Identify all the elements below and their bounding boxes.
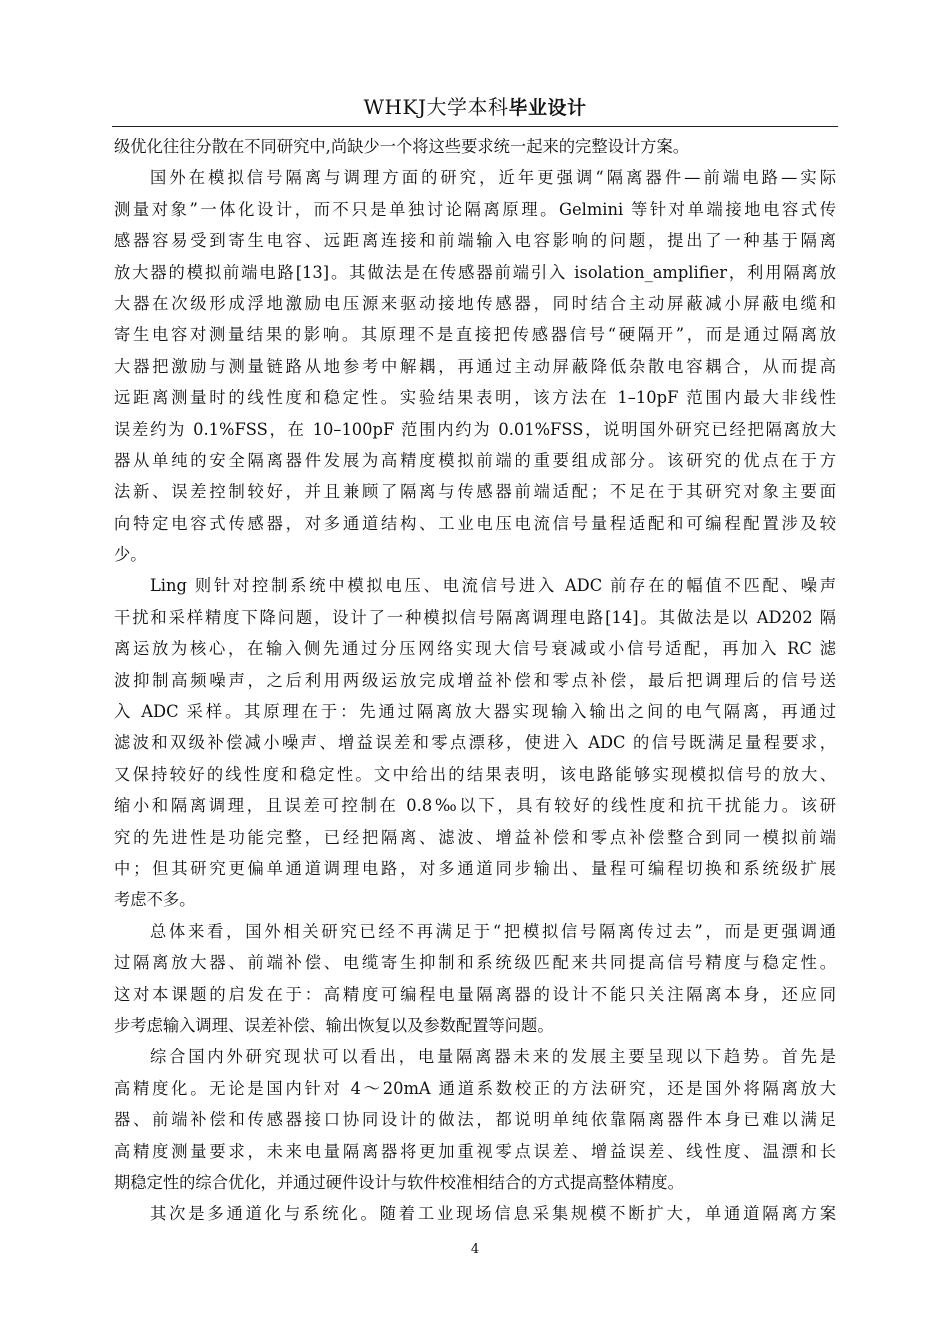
- text-line: 中；但其研究更偏单通道调理电路，对多通道同步输出、量程可编程切换和系统级扩展: [114, 858, 836, 878]
- header-divider: [112, 126, 838, 127]
- text-line: 误差约为 0.1%FSS，在 10–100pF 范围内约为 0.01%FSS，说明国外研究已经把隔离放大: [114, 419, 836, 439]
- text-line: 测量对象”一体化设计，而不只是单独讨论隔离原理。Gelmini 等针对单端接地电容式传: [114, 199, 836, 219]
- text-line: 滤波和双级补偿减小噪声、增益误差和零点漂移，使进入 ADC 的信号既满足量程要求，: [114, 733, 836, 753]
- text-line: 器、前端补偿和传感器接口协同设计的做法，都说明单纯依靠隔离器件本身已难以满足: [114, 1110, 836, 1130]
- text-line: 综合国内外研究现状可以看出，电量隔离器未来的发展主要呈现以下趋势。首先是: [150, 1047, 836, 1067]
- text-line: 波抑制高频噪声，之后利用两级运放完成增益补偿和零点补偿，最后把调理后的信号送: [114, 670, 836, 690]
- text-line: 缩小和隔离调理，且误差可控制在 0.8‰以下，具有较好的线性度和抗干扰能力。该研: [114, 796, 836, 816]
- page-header: [112, 92, 838, 126]
- text-line: 级优化往往分散在不同研究中,尚缺少一个将这些要求统一起来的完整设计方案。: [114, 137, 690, 156]
- text-line: 少。: [114, 545, 147, 565]
- text-line: 离运放为核心，在输入侧先通过分压网络实现大信号衰减或小信号适配，再加入 RC 滤: [114, 639, 836, 659]
- header-title-bold: 毕业设计: [508, 97, 587, 119]
- text-line: 期稳定性的综合优化，并通过硬件设计与软件校准相结合的方式提高整体精度。: [114, 1172, 684, 1192]
- text-line: 法新、误差控制较好，并且兼顾了隔离与传感器前端适配；不足在于其研究对象主要面: [114, 482, 836, 502]
- text-line: 干扰和采样精度下降问题，设计了一种模拟信号隔离调理电路[14]。其做法是以 AD202 隔: [114, 607, 836, 627]
- header-title-prefix: WHKJ大学本科: [363, 95, 509, 119]
- text-line: 过隔离放大器、前端补偿、电缆寄生抑制和系统级匹配来共同提高信号精度与稳定性。: [114, 953, 836, 973]
- text-line: 入 ADC 采样。其原理在于：先通过隔离放大器实现输入输出之间的电气隔离，再通过: [114, 702, 836, 722]
- page-number: 4: [470, 1242, 480, 1257]
- text-line: 究的先进性是功能完整，已经把隔离、滤波、增益补偿和零点补偿整合到同一模拟前端: [114, 827, 836, 847]
- text-line: 又保持较好的线性度和稳定性。文中给出的结果表明，该电路能够实现模拟信号的放大、: [114, 764, 836, 784]
- text-line: 国外在模拟信号隔离与调理方面的研究，近年更强调“隔离器件—前端电路—实际: [150, 168, 836, 188]
- body-text: [114, 131, 836, 1230]
- text-line: 高精度化。无论是国内针对 4～20mA 通道系数校正的方法研究，还是国外将隔离放大: [114, 1078, 836, 1098]
- text-line: 步考虑输入调理、误差补偿、输出恢复以及参数配置等问题。: [114, 1015, 554, 1035]
- text-line: 感器容易受到寄生电容、远距离连接和前端输入电容影响的问题，提出了一种基于隔离: [114, 231, 836, 251]
- text-line: 器从单纯的安全隔离器件发展为高精度模拟前端的重要组成部分。该研究的优点在于方: [114, 450, 836, 470]
- text-line: 其次是多通道化与系统化。随着工业现场信息采集规模不断扩大，单通道隔离方案: [150, 1204, 836, 1224]
- text-line: 大器在次级形成浮地激励电压源来驱动接地传感器，同时结合主动屏蔽减小屏蔽电缆和: [114, 293, 836, 313]
- text-line: 考虑不多。: [114, 890, 196, 910]
- text-line: 寄生电容对测量结果的影响。其原理不是直接把传感器信号“硬隔开”，而是通过隔离放: [114, 325, 836, 345]
- text-line: Ling 则针对控制系统中模拟电压、电流信号进入 ADC 前存在的幅值不匹配、噪声: [150, 576, 836, 596]
- text-line: 放大器的模拟前端电路[13]。其做法是在传感器前端引入 isolation_amplifier，利用隔离放: [114, 262, 836, 282]
- text-line: 远距离测量时的线性度和稳定性。实验结果表明，该方法在 1–10pF 范围内最大非线性: [114, 388, 836, 408]
- text-line: 向特定电容式传感器，对多通道结构、工业电压电流信号量程适配和可编程配置涉及较: [114, 513, 836, 533]
- text-line: 总体来看，国外相关研究已经不再满足于“把模拟信号隔离传过去”，而是更强调通: [150, 921, 836, 941]
- text-line: 大器把激励与测量链路从地参考中解耦，再通过主动屏蔽降低杂散电容耦合，从而提高: [114, 356, 836, 376]
- text-line: 高精度测量要求，未来电量隔离器将更加重视零点误差、增益误差、线性度、温漂和长: [114, 1141, 836, 1161]
- text-line: 这对本课题的启发在于：高精度可编程电量隔离器的设计不能只关注隔离本身，还应同: [114, 984, 836, 1004]
